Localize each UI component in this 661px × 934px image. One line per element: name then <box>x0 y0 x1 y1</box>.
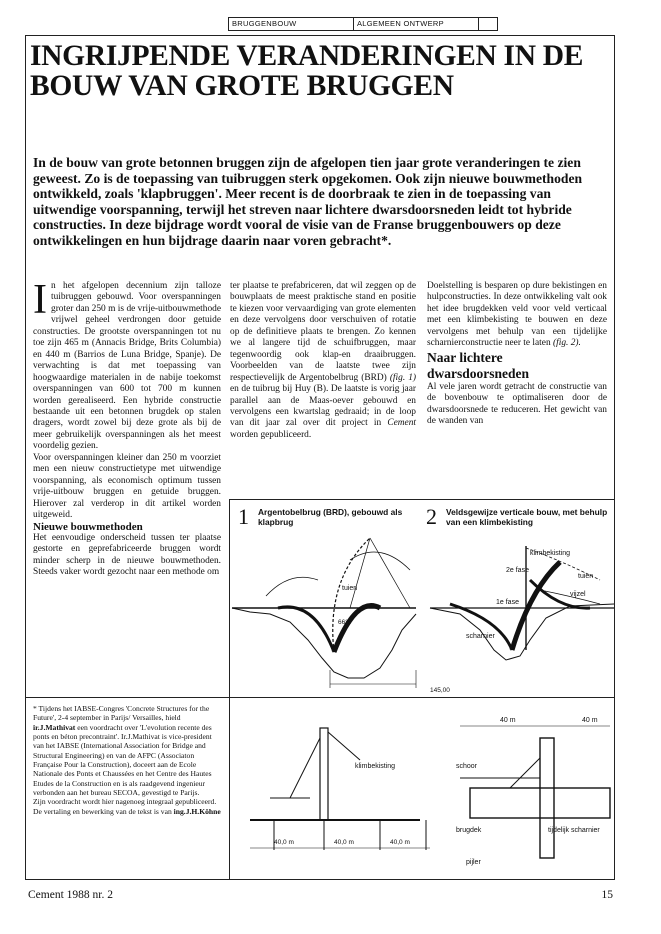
arch-leg-left <box>278 607 334 652</box>
paragraph-1-text: n het afgelopen decennium zijn talloze tuibruggen gebouwd. Voor overspanningen groter dan 250 m is de vrije-uitbouwmethode vrijwel geheel verdrongen door getuide constructies. De grootste overspanningen tot nu toe zijn 465 m (Annacis Bridge, Brits Columbia) en 440 m (Barrios de Luna Bridge, Spanje). De verwachting is dat met toepassing van hoogwaardige materialen in de nabije toekomst overspanningen van 600 tot 700 m kunnen worden gerealiseerd. Een hybride constructie bestaande uit een betonnen brugdek op stalen dragers, wordt zowel bij deze grote als bij de meer gebruikelijk overspanningen als het meest voordelig gezien. <box>33 281 221 452</box>
pier-column <box>540 738 554 858</box>
figure-ref-2: (fig. 2). <box>552 338 581 349</box>
hatch-diag <box>510 758 540 788</box>
figure-panel-top <box>229 499 615 697</box>
fig2-fase2-label: 2e fase <box>506 567 529 574</box>
footnote-post: Zijn voordracht wordt hier nagenoeg integraal gepubliceerd. De vertaling en bewerking van de tekst is van <box>33 797 217 816</box>
fig1-tuien-label: tuien <box>342 585 358 592</box>
fig3-dim1: 40,0 m <box>274 839 294 846</box>
paragraph-4-text-c: worden gepubliceerd. <box>230 429 312 440</box>
subheading-lighter-sections: Naar lichtere dwarsdoorsneden <box>427 349 530 381</box>
paragraph-6: Al vele jaren wordt getracht de constructie van de bovenbouw te optimaliseren door de dwarsdoorsnede te reduceren. Het gewicht van de wanden van <box>427 381 607 427</box>
fig2-tuien-label: tuien <box>578 573 594 580</box>
paragraph-4-text: ter plaatse te prefabriceren, dat wil zeggen op de bouwplaats de meest praktische stand en positie te kiezen voor vervaardiging van grote elementen en deze vervolgens door verschuiven of rotatie op de definitieve plaats te brengen. Zo kennen we al langere tijd de schuifbruggen, maar tegenwoordig ook klap-en draaibruggen. Voorbeelden van de laatste twee zijn respectievelijk de Argentobelbrug (BRD) <box>230 281 416 383</box>
subheading-new-methods: Nieuwe bouwmethoden <box>33 520 143 533</box>
figure-1-drawing <box>232 538 416 688</box>
cable-1 <box>370 538 410 608</box>
vertical-deck <box>512 562 560 650</box>
paragraph-5 <box>427 281 607 350</box>
figure-1-number: 1 <box>238 504 249 529</box>
fig4-schoor: schoor <box>456 763 478 770</box>
fig1-span-label: 145,00 <box>430 687 450 694</box>
paragraph-4-text-b: en de tuibrug bij Huy (B). De laatste is vorig jaar parallel aan de Maas-oever gebouwd en vervolgens een kwartslag gedraaid; in de loop van dit jaar zal over dit project in <box>230 384 416 429</box>
footnote-mid: een voordracht over 'L'evolution recente des ponts en béton precontraint'. Ir.J.Mathivat is vice-president van het IABSE (International Association for Bridge and Structural Engineering) en van de AFPC (Associaton Française Pour la Construction), doceert aan de Ecole Nationale des Ponts et Chaussées en het Centre des Hautes Etudes de la Construction en is als raadgevend ingenieur verbonden aan het bureau SECOA, gevestigd te Parijs. <box>33 722 212 798</box>
fig3-klim-label: klimbekisting <box>355 763 396 770</box>
brace-2 <box>290 738 320 798</box>
valley-profile <box>232 608 416 678</box>
bridge-drawings-bottom <box>230 698 616 881</box>
dropcap: I <box>33 277 47 323</box>
paragraph-4 <box>230 281 416 441</box>
article-lead: In de bouw van grote betonnen bruggen zijn de afgelopen tien jaar grote veranderingen te zien geweest. Zo is de toepassing van tuibruggen sterk opgekomen. Ook zijn nieuwe bouwmethoden ontwikkeld, zoals 'klapbruggen'. Meer recent is de doorbraak te zien in de toepassing van uitwendige voorspanning, terwijl het streven naar lichtere dwarsdoorsneden leidt tot hybride constructies. In deze bijdrage wordt vooral de visie van de Franse bruggenbouwers op deze ontwikkelingen en hun bijdrage daarin naar voren gebracht*. <box>33 155 583 248</box>
figure-2-drawing <box>430 546 614 660</box>
pier-vertical <box>320 728 328 820</box>
paragraph-3: Het eenvoudige onderscheid tussen ter plaatse gestorte en geprefabriceerde bruggen wordt minder scherp in de nieuwe bouwmethoden. Steeds vaker wordt gezocht naar een methode om <box>33 532 221 578</box>
fig2-scharnier-label: scharnier <box>466 633 495 640</box>
column-2 <box>230 281 416 441</box>
brace-1 <box>328 732 360 760</box>
section-label: BRUGGENBOUW <box>229 18 354 30</box>
figure-1-caption: Argentobelbrug (BRD), gebouwd als klapbrug <box>258 507 403 527</box>
footer-journal: Cement 1988 nr. 2 <box>28 889 113 901</box>
fig2-fase1-label: 1e fase <box>496 599 519 606</box>
fig3-dim3: 40,0 m <box>390 839 410 846</box>
column-1 <box>33 277 221 579</box>
tuien-curve-1 <box>350 552 410 570</box>
fig2-klim-label: klimbekisting <box>530 550 571 557</box>
valley-profile-2 <box>430 604 614 660</box>
article-title: INGRIJPENDE VERANDERINGEN IN DE BOUW VAN GROTE BRUGGEN <box>30 40 584 102</box>
bridge-drawings-top <box>230 500 616 698</box>
footnote-pre: * Tijdens het IABSE-Congres 'Concrete Structures for the Future', 2-4 september in Parijs/ Versailles, hield <box>33 704 210 723</box>
fig4-brugdek: brugdek <box>456 827 482 834</box>
header-blank-cell <box>479 18 497 30</box>
footnote <box>33 704 221 816</box>
subsection-label: ALGEMEEN ONTWERP <box>354 18 479 30</box>
cable-2 <box>350 538 370 608</box>
section-header <box>228 17 498 31</box>
footnote-author: ir.J.Mathivat <box>33 722 76 732</box>
arch-leg-right <box>334 606 380 652</box>
fig1-angle-label: 66°5' <box>338 619 353 626</box>
figure-ref-1: (fig. 1) <box>389 372 417 383</box>
footnote-rule <box>25 697 229 698</box>
journal-ref: Cement <box>387 418 416 429</box>
fig4-pijler: pijler <box>466 859 481 866</box>
fig4-scharnier: tijdelijk scharnier <box>548 827 600 834</box>
paragraph-1 <box>33 277 221 453</box>
paragraph-5-text: Doelstelling is besparen op dure bekistingen en hulpconstructies. In deze ontwikkeling valt ook het idee brugdekken veld voor veld verticaal met een klimbekisting te bouwen en deze vervolgens met behulp van een tijdelijke scharnierconstructie neer te laten <box>427 281 607 349</box>
figure-2-number: 2 <box>426 504 437 529</box>
fig4-dim1: 40 m <box>500 717 516 724</box>
figure-3-drawing <box>250 728 430 850</box>
figure-4-drawing <box>460 726 610 858</box>
column-3 <box>427 281 607 428</box>
tuien-curve-2 <box>266 577 318 596</box>
figure-panel-bottom <box>229 697 615 880</box>
lowered-deck <box>450 604 512 650</box>
figure-2-caption: Veldsgewijze verticale bouw, met behulp van een klimbekisting <box>446 507 608 527</box>
footer-page-number: 15 <box>601 889 613 901</box>
paragraph-2: Voor overspanningen kleiner dan 250 m voorziet men een nieuw constructietype met uitwendige voorspanning, als economisch optimum tussen vrije-uitbouw bruggen en getuide bruggen. Hierover zal verderop in dit artikel worden uitgeweid. <box>33 452 221 521</box>
fig2-vijzel-label: vijzel <box>570 591 586 598</box>
fig4-dim2: 40 m <box>582 717 598 724</box>
fig3-dim2: 40,0 m <box>334 839 354 846</box>
footnote-editor: ing.J.H.Köhne <box>173 806 221 816</box>
swing-path <box>333 538 370 652</box>
